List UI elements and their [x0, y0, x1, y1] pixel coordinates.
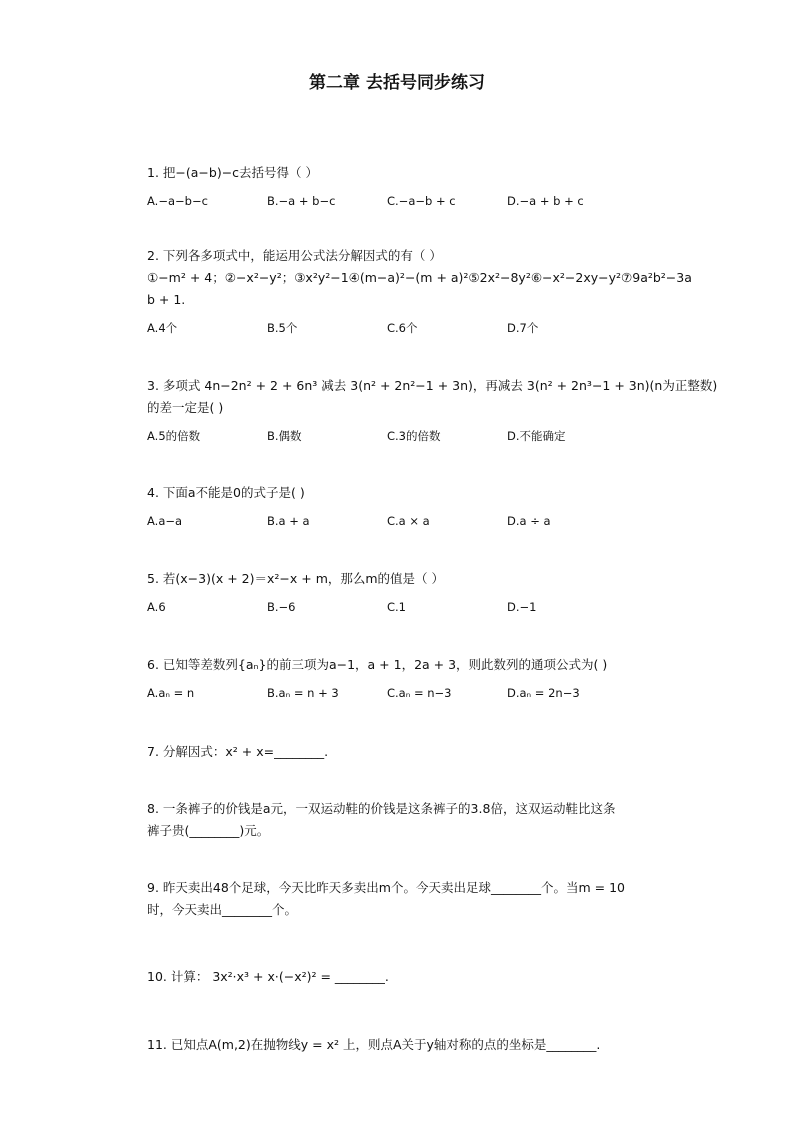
question-10	[147, 966, 687, 988]
question-7	[147, 741, 687, 763]
options-row	[147, 682, 687, 704]
option-d[interactable]: D.−a + b + c	[507, 194, 584, 208]
question-4	[147, 482, 687, 532]
option-d[interactable]: D.−1	[507, 600, 537, 614]
question-3	[147, 375, 718, 447]
option-c[interactable]: C.a × a	[387, 514, 430, 528]
options-row	[147, 190, 687, 212]
question-6	[147, 654, 687, 704]
option-b[interactable]: B.5个	[267, 321, 298, 335]
option-a[interactable]: A.5的倍数	[147, 429, 201, 443]
question-text-line: 4. 下面a不能是0的式子是( )	[147, 485, 305, 500]
option-c[interactable]: C.3的倍数	[387, 429, 441, 443]
option-c[interactable]: C.1	[387, 600, 407, 614]
question-text-line: 2. 下列各多项式中，能运用公式法分解因式的有（ ）	[147, 248, 442, 263]
question-text-line: 时，今天卖出________个。	[147, 902, 298, 917]
question-text-line: 裤子贵(________)元。	[147, 823, 270, 838]
option-a[interactable]: A.6	[147, 600, 166, 614]
options-row	[147, 425, 687, 447]
option-b[interactable]: B.a + a	[267, 514, 310, 528]
option-c[interactable]: C.−a−b + c	[387, 194, 456, 208]
options-row	[147, 510, 687, 532]
question-text-line: 10. 计算： 3x²⋅x³ + x⋅(−x²)² = ________.	[147, 969, 389, 984]
question-2	[147, 245, 692, 339]
question-text-line: 6. 已知等差数列{aₙ}的前三项为a−1，a + 1，2a + 3，则此数列的通项公式为( )	[147, 657, 608, 672]
question-11	[147, 1034, 687, 1056]
question-text-line: 9. 昨天卖出48个足球，今天比昨天多卖出m个。今天卖出足球________个。当m = 10	[147, 880, 625, 895]
question-text-line: ①−m² + 4；②−x²−y²；③x²y²−1④(m−a)²−(m + a)²⑤2x²−8y²⑥−x²−2xy−y²⑦9a²b²−3a	[147, 270, 692, 285]
option-b[interactable]: B.偶数	[267, 429, 302, 443]
question-1	[147, 162, 687, 212]
question-text-line: 1. 把−(a−b)−c去括号得（ ）	[147, 165, 319, 180]
question-text-line: 7. 分解因式：x² + x=________.	[147, 744, 329, 759]
question-8	[147, 798, 687, 842]
question-text-line: 8. 一条裤子的价钱是a元，一双运动鞋的价钱是这条裤子的3.8倍，这双运动鞋比这条	[147, 801, 616, 816]
page-title: 第二章 去括号同步练习	[309, 73, 485, 93]
question-text-line: 的差一定是( )	[147, 400, 224, 415]
question-text-line: 5. 若(x−3)(x + 2)＝x²−x + m，那么m的值是（ ）	[147, 571, 445, 586]
option-d[interactable]: D.a ÷ a	[507, 514, 551, 528]
options-row	[147, 596, 687, 618]
question-text-line: 3. 多项式 4n−2n² + 2 + 6n³ 减去 3(n² + 2n²−1 + 3n)，再减去 3(n² + 2n³−1 + 3n)(n为正整数)	[147, 378, 718, 393]
option-c[interactable]: C.aₙ = n−3	[387, 686, 452, 700]
option-b[interactable]: B.−6	[267, 600, 296, 614]
option-b[interactable]: B.−a + b−c	[267, 194, 336, 208]
option-d[interactable]: D.不能确定	[507, 429, 566, 443]
option-a[interactable]: A.−a−b−c	[147, 194, 208, 208]
option-b[interactable]: B.aₙ = n + 3	[267, 686, 339, 700]
option-c[interactable]: C.6个	[387, 321, 418, 335]
options-row	[147, 317, 687, 339]
option-a[interactable]: A.aₙ = n	[147, 686, 195, 700]
question-text-line: 11. 已知点A(m,2)在抛物线y = x² 上，则点A关于y轴对称的点的坐标是________.	[147, 1037, 601, 1052]
question-9	[147, 877, 687, 921]
question-5	[147, 568, 687, 618]
option-a[interactable]: A.4个	[147, 321, 178, 335]
option-a[interactable]: A.a−a	[147, 514, 183, 528]
question-text-line: b + 1.	[147, 292, 186, 307]
option-d[interactable]: D.aₙ = 2n−3	[507, 686, 580, 700]
option-d[interactable]: D.7个	[507, 321, 539, 335]
